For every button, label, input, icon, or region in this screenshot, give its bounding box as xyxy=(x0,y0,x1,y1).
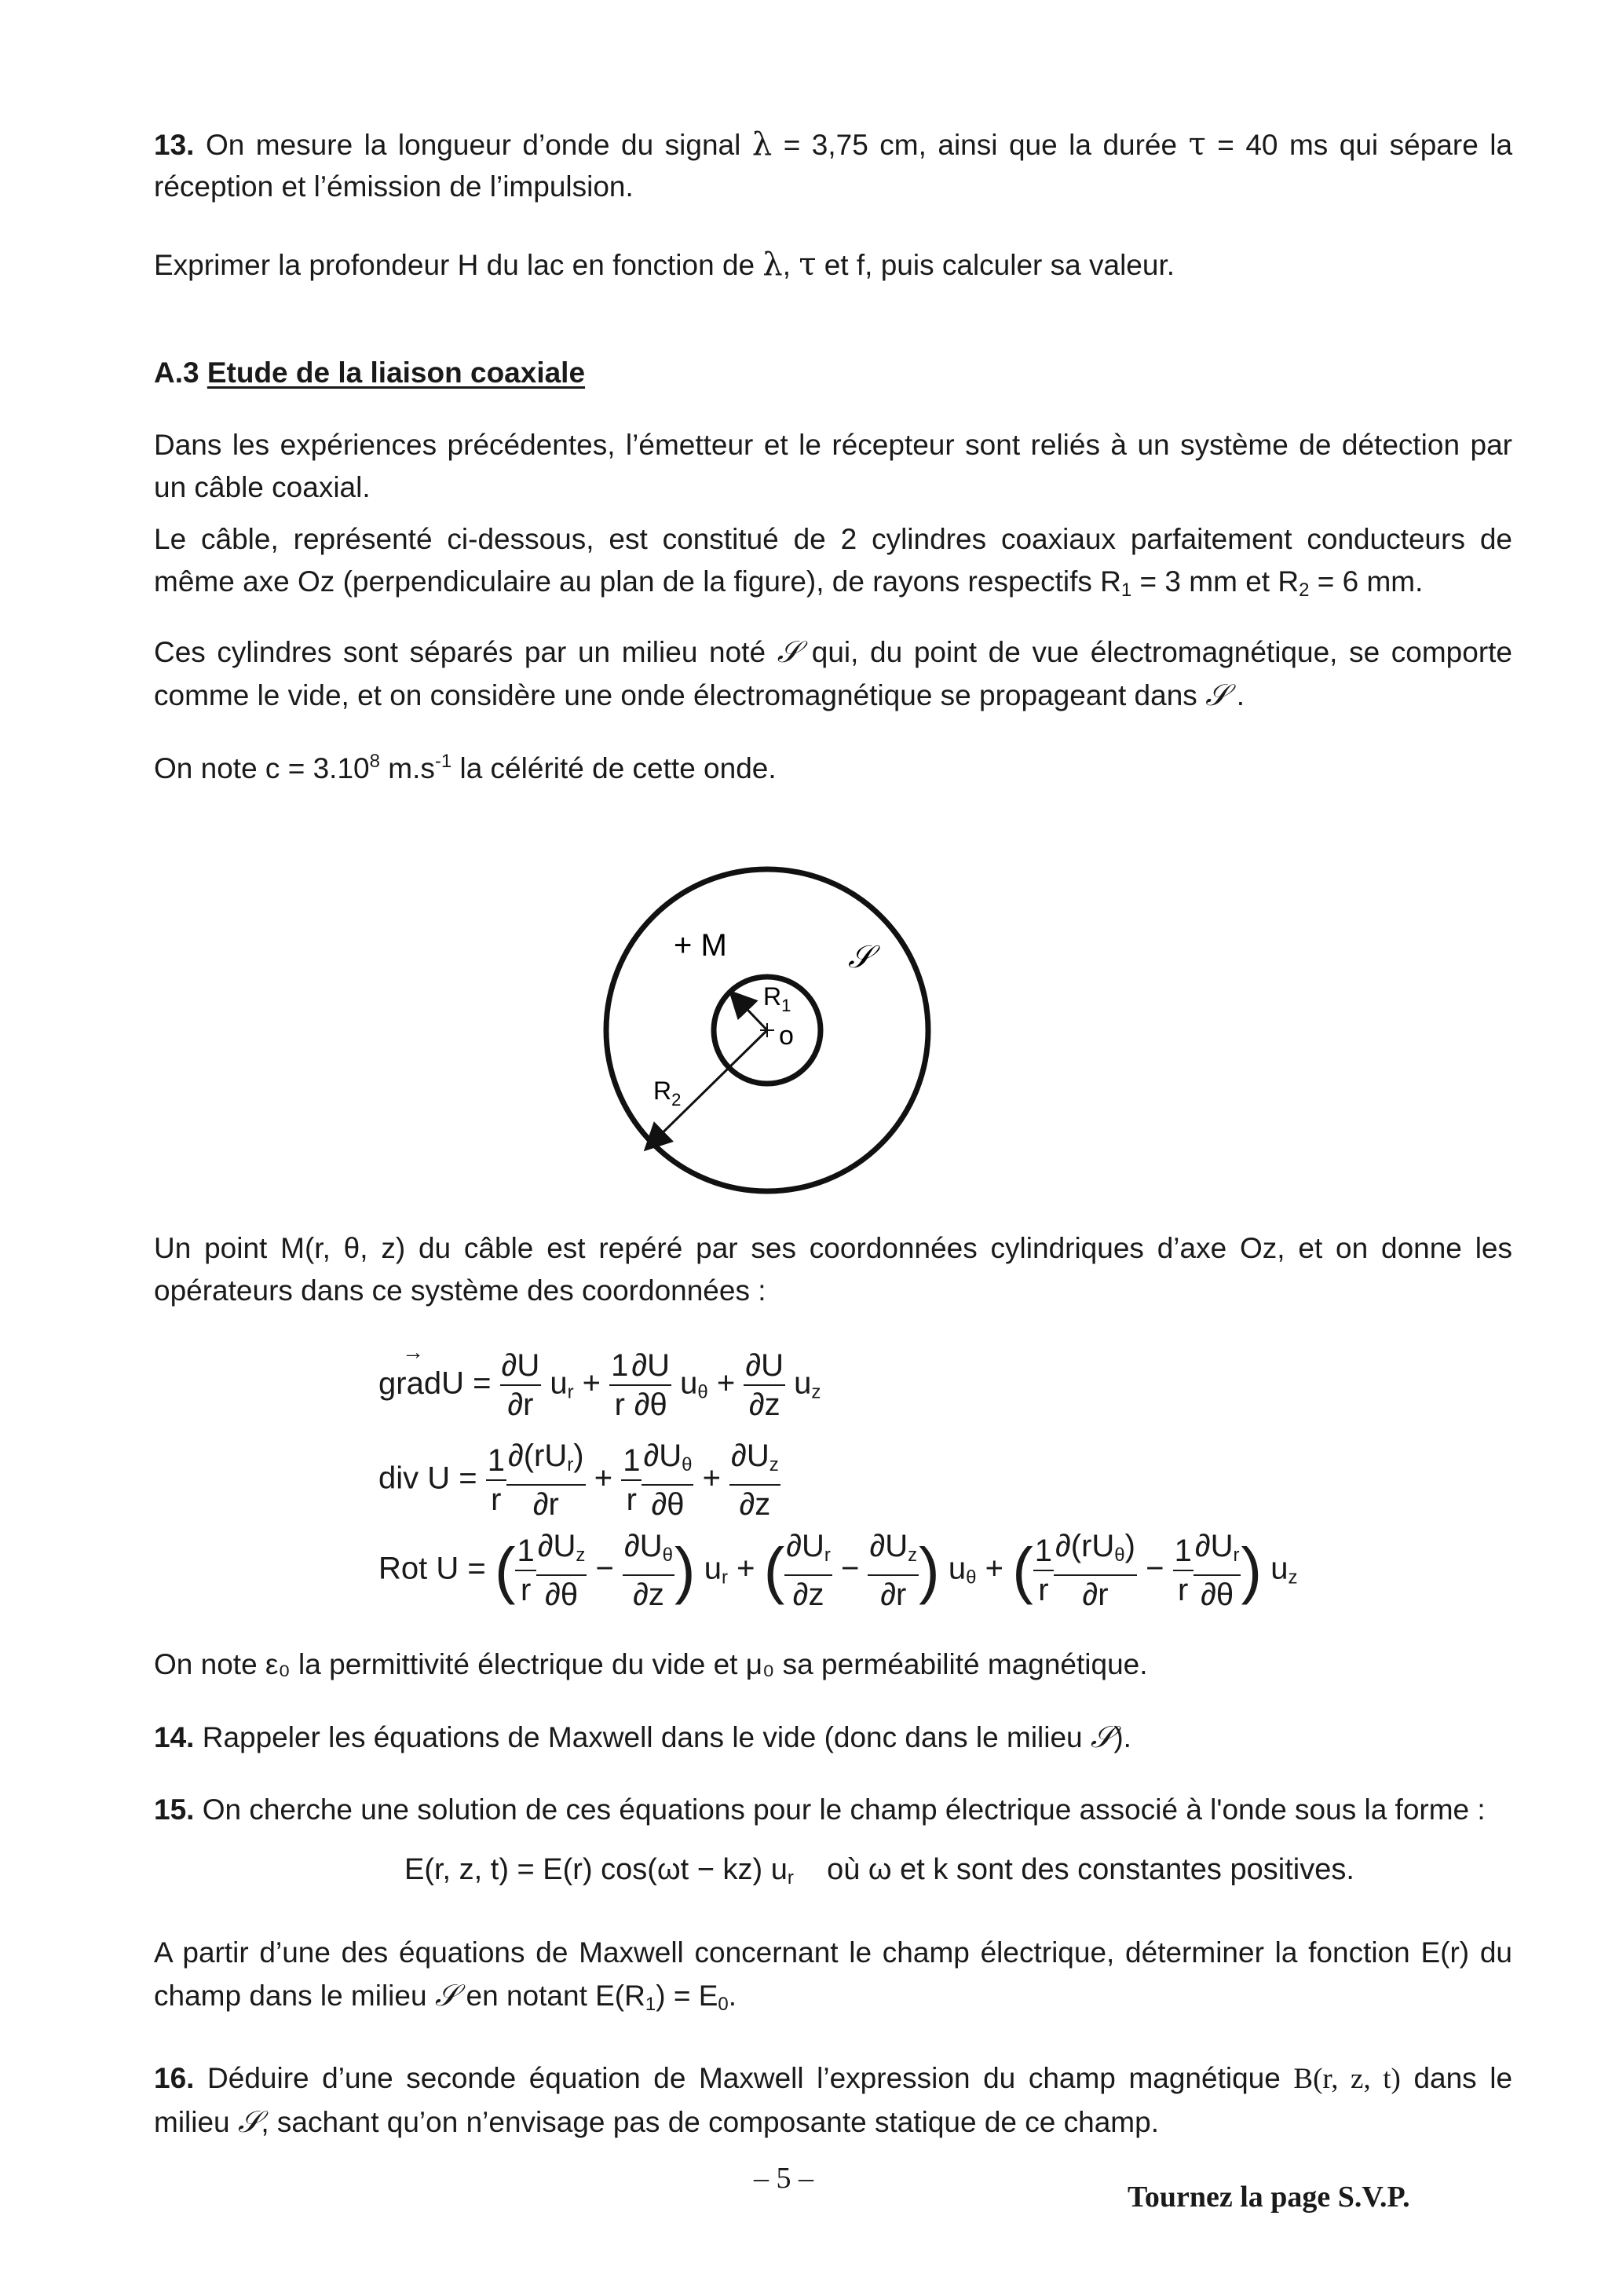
q14: 14. Rappeler les équations de Maxwell dans le vide (donc dans le milieu 𝒮). xyxy=(154,1720,1131,1754)
section-heading: A.3 Etude de la liaison coaxiale xyxy=(154,356,586,389)
q15-equation: E(r, z, t) = E(r) cos(ωt − kz) $u_r$ où ω et k sont des constantes positives. xyxy=(404,1853,1354,1888)
q16: 16. Déduire d’une seconde équation de Maxwell l’expression du champ magnétique B(r, z, t) dans le milieu 𝒮, sachant qu’on n’envisage pas de composante statique de ce champ. xyxy=(154,2062,1513,2139)
r2-label: $R_2$ xyxy=(653,1077,682,1110)
q13-question: Exprimer la profondeur H du lac en fonction de λ, τ et f, puis calculer sa valeur. xyxy=(154,247,1175,283)
q15-paragraph: A partir d’une des équations de Maxwell concernant le champ électrique, déterminer la fonction E(r) du champ dans le milieu 𝒮 en notant $E(R_1) = E_0$. xyxy=(154,1936,1512,2015)
turn-page-note: Tournez la page S.V.P. xyxy=(1128,2181,1410,2214)
intro-p2: Le câble, représenté ci-dessous, est constitué de 2 cylindres coaxiaux parfaitement conducteurs de même axe Oz (perpendiculaire au plan de la figure), de rayons respectifs $R_1 = 3$ mm et $R_2 = 6$ mm. xyxy=(154,523,1512,601)
coords-paragraph: Un point M(r, θ, z) du câble est repéré par ses coordonnées cylindriques d’axe Oz, et on donne les opérateurs dans ce système des coordonnées : xyxy=(154,1232,1512,1307)
intro-p4: On note $c = 3.10^8$ $m.s^{-1}$ la célérité de cette onde. xyxy=(154,751,777,784)
grad-equation: grad → U = $\frac{\partial U}{\partial r}$ $u_r$ + $\frac{1}{r}$ $\frac{\partial U}{\partial\theta}$ $u_\theta$ + $\frac{\partial U}{\partial z}$ $u_z$ xyxy=(378,1339,821,1422)
eps-line: On note ε₀ la permittivité électrique du vide et μ₀ sa perméabilité magnétique. xyxy=(154,1648,1148,1680)
rot-equation: Rot U = ( $\frac{1}{r}$ $\frac{\partial U_z}{\partial\theta}$ − $\frac{\partial U_\theta}{\partial z}$ ) $u_r$ + ( $\frac{\partial U_r}{\partial z}$ − $\frac{\partial U_z}{\partial r}$ ) $u_\theta$ + ( $\frac{1}{r}$ $\frac{\partial(rU_\theta)}{\partial r}$ − $\frac{1}{r}$ $\frac{\partial U_r}{\partial\theta}$ ) $u_z$ xyxy=(378,1529,1298,1612)
r1-label: $R_1$ xyxy=(763,982,791,1015)
medium-s-label: 𝒮 xyxy=(848,939,872,975)
q13-line1: 13. On mesure la longueur d’onde du signal λ = 3,75 cm, ainsi que la durée τ = 40 ms qui sépare la xyxy=(154,126,1513,163)
q13-number: 13. xyxy=(154,129,195,161)
q15: 15. On cherche une solution de ces équations pour le champ électrique associé à l'onde sous la forme : xyxy=(154,1793,1486,1826)
page-number: – 5 – xyxy=(754,2162,813,2195)
intro-p1: Dans les expériences précédentes, l’émetteur et le récepteur sont reliés à un système de détection par un câble coaxial. xyxy=(154,429,1512,503)
coaxial-cable-figure xyxy=(581,856,958,1201)
r1-arrow xyxy=(732,993,767,1030)
div-equation: div U = $\frac{1}{r}$ $\frac{\partial(rU_r)}{\partial r}$ + $\frac{1}{r}$ $\frac{\partial U_\theta}{\partial\theta}$ + $\frac{\partial U_z}{\partial z}$ xyxy=(378,1439,779,1522)
q13-line2: réception et l’émission de l’impulsion. xyxy=(154,170,634,203)
point-m-label: + M xyxy=(674,928,727,963)
origin-label: o xyxy=(779,1021,794,1051)
intro-p3: Ces cylindres sont séparés par un milieu noté 𝒮 qui, du point de vue électromagnétique, se comporte comme le vide, et on considère une onde électromagnétique se propageant dans 𝒮 . xyxy=(154,634,1513,712)
